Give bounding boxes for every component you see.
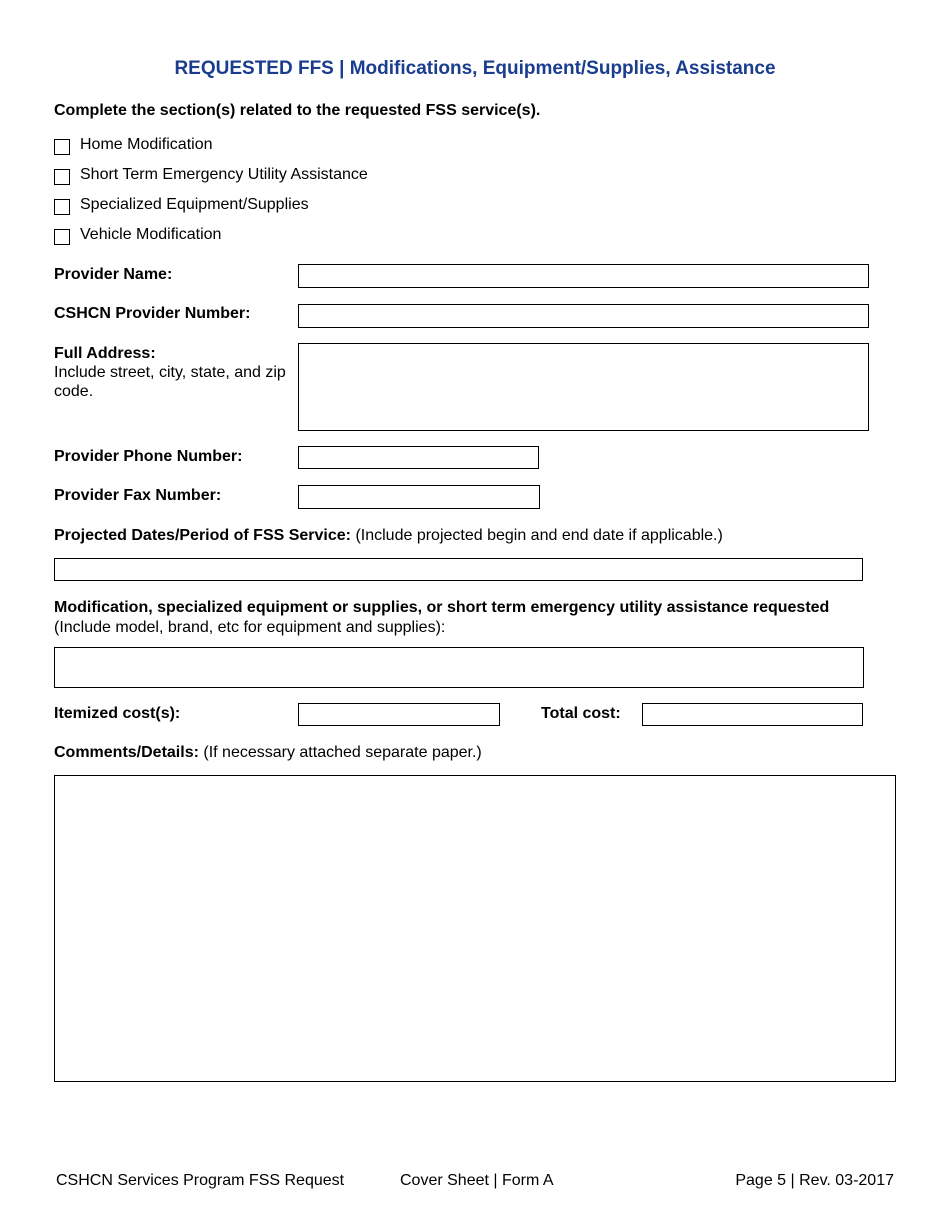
itemized-cost-input[interactable] <box>298 703 500 726</box>
checkbox-utility-assistance[interactable] <box>54 164 368 186</box>
checkbox-box[interactable] <box>54 139 70 155</box>
modification-input[interactable] <box>54 647 864 688</box>
footer-program: CSHCN Services Program FSS Request <box>56 1172 345 1189</box>
cshcn-number-input[interactable] <box>298 304 869 328</box>
checkbox-box[interactable] <box>54 229 70 245</box>
footer-form: Cover Sheet | Form A <box>400 1172 554 1189</box>
comments-textarea[interactable] <box>54 775 896 1082</box>
full-address-hint: Include street, city, state, and zip code. <box>54 364 286 400</box>
provider-phone-input[interactable] <box>298 446 539 469</box>
provider-fax-label: Provider Fax Number: <box>54 487 222 504</box>
checkbox-box[interactable] <box>54 169 70 185</box>
provider-fax-input[interactable] <box>298 485 540 509</box>
checkbox-specialized-equipment[interactable] <box>54 194 309 216</box>
full-address-label-group <box>54 345 294 401</box>
projected-dates-label: Projected Dates/Period of FSS Service: <box>54 527 351 544</box>
checkbox-label: Short Term Emergency Utility Assistance <box>80 166 368 183</box>
projected-dates-hint: (Include projected begin and end date if applicable.) <box>355 527 723 544</box>
projected-dates-label-group <box>54 527 723 545</box>
itemized-cost-label: Itemized cost(s): <box>54 705 181 722</box>
modification-hint: (Include model, brand, etc for equipment and supplies): <box>54 619 446 636</box>
comments-label-group <box>54 744 482 762</box>
modification-label: Modification, specialized equipment or supplies, or short term emergency utility assistance requested <box>54 599 830 616</box>
total-cost-label: Total cost: <box>541 705 621 722</box>
footer-page: Page 5 | Rev. 03-2017 <box>735 1172 894 1189</box>
comments-label: Comments/Details: <box>54 744 199 761</box>
provider-name-label: Provider Name: <box>54 266 173 283</box>
full-address-input[interactable] <box>298 343 869 431</box>
instructions: Complete the section(s) related to the requested FSS service(s). <box>54 102 541 119</box>
cshcn-number-label: CSHCN Provider Number: <box>54 305 251 322</box>
checkbox-box[interactable] <box>54 199 70 215</box>
comments-hint: (If necessary attached separate paper.) <box>203 744 482 761</box>
projected-dates-input[interactable] <box>54 558 863 581</box>
checkbox-label: Home Modification <box>80 136 213 153</box>
checkbox-label: Vehicle Modification <box>80 226 222 243</box>
checkbox-label: Specialized Equipment/Supplies <box>80 196 309 213</box>
full-address-label: Full Address: <box>54 345 156 362</box>
page-title: REQUESTED FFS | Modifications, Equipment/Supplies, Assistance <box>174 58 776 79</box>
checkbox-home-modification[interactable] <box>54 134 213 156</box>
total-cost-input[interactable] <box>642 703 863 726</box>
checkbox-vehicle-modification[interactable] <box>54 224 221 246</box>
provider-phone-label: Provider Phone Number: <box>54 448 243 465</box>
provider-name-input[interactable] <box>298 264 869 288</box>
modification-label-group <box>54 598 904 638</box>
